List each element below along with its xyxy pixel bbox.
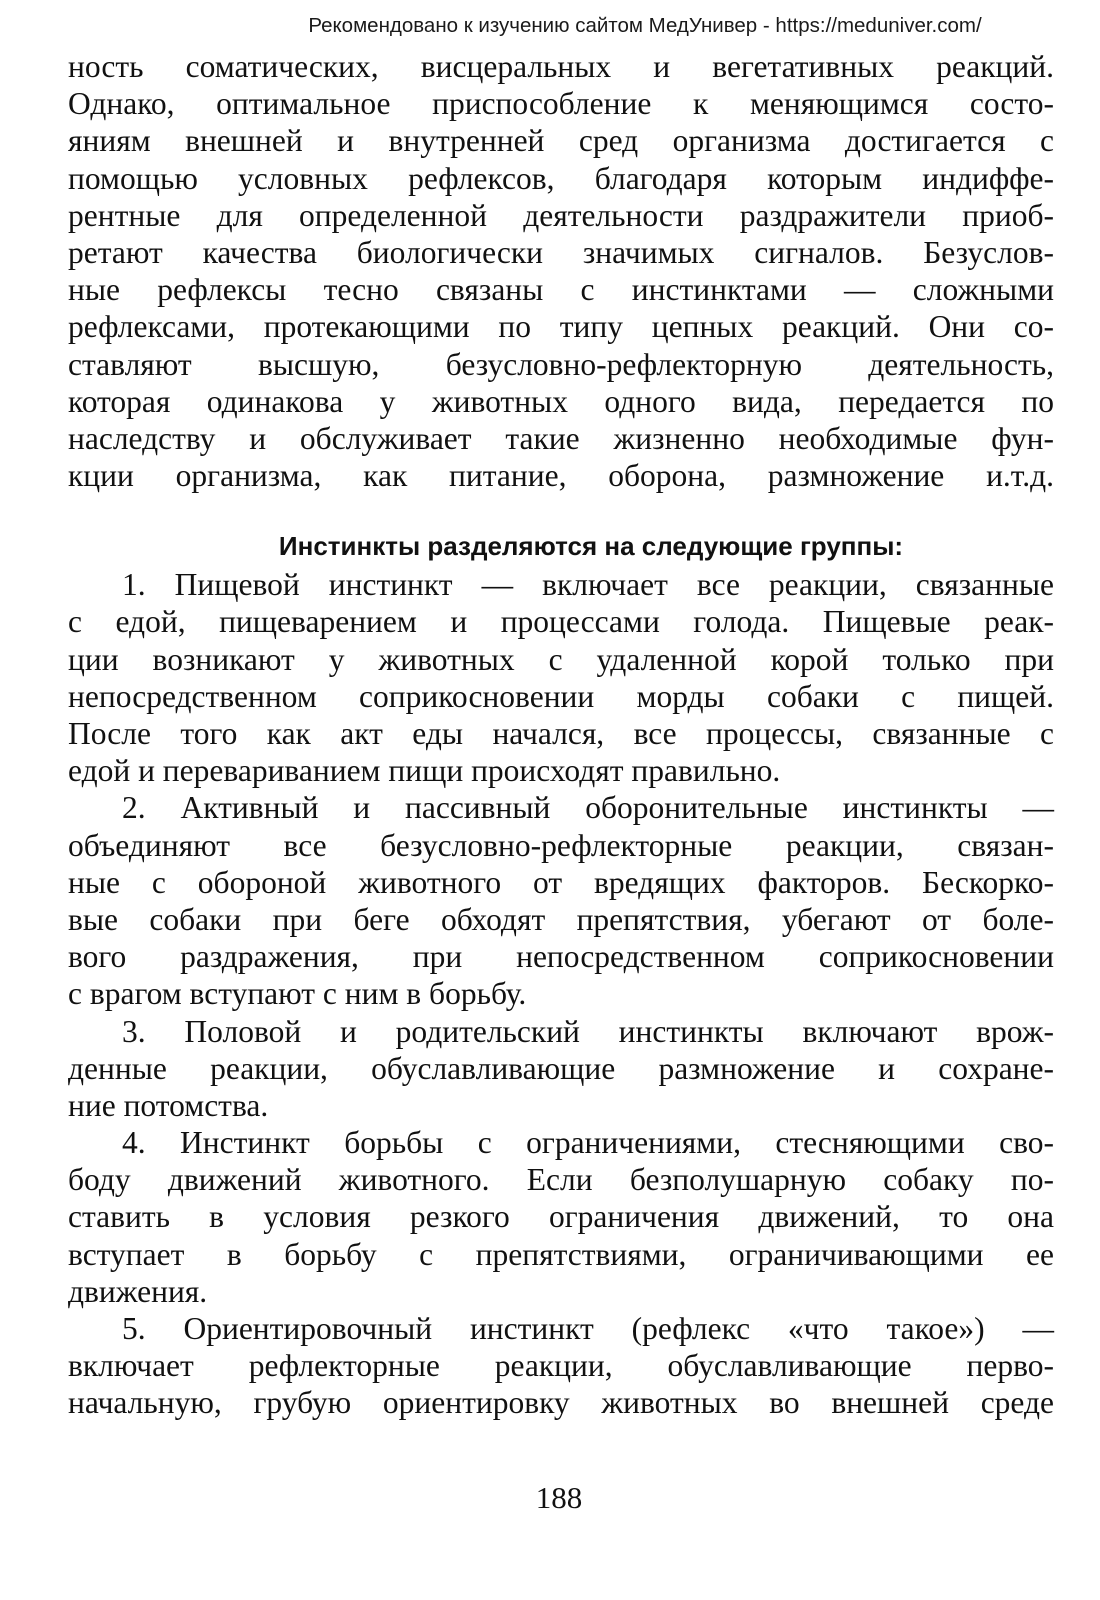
text-line: ставить в условия резкого ограничения движений, то она [68, 1199, 1054, 1235]
text-line: ретают качества биологически значимых сигналов. Безуслов- [68, 234, 1054, 270]
text-line: ставляют высшую, безусловно-рефлекторную деятельность, [68, 346, 1054, 382]
text-line: ность соматических, висцеральных и вегетативных реакций. [68, 49, 1054, 84]
text-line: 1. Пищевой инстинкт — включает все реакции, связанные [122, 567, 1054, 603]
text-line: едой и перевариванием пищи происходят правильно. [68, 753, 781, 789]
text-line: движения. [68, 1273, 208, 1309]
text-line: После того как акт еды начался, все процессы, связанные с [68, 716, 1054, 751]
text-line: боду движений животного. Если безполушарную собаку по- [68, 1162, 1054, 1198]
text-line: объединяют все безусловно-рефлекторные реакции, связан- [68, 827, 1054, 863]
text-line: ные с обороной животного от вредящих факторов. Бескорко- [68, 864, 1054, 900]
text-line: 2. Активный и пассивный оборонительные инстинкты — [122, 790, 1054, 826]
text-line: 3. Половой и родительский инстинкты включают врож- [122, 1013, 1054, 1049]
section-heading: Инстинкты разделяются на следующие группы: [278, 531, 904, 562]
text-line: яниям внешней и внутренней сред организма достигается с [68, 123, 1054, 159]
text-line: рефлексами, протекающими по типу цепных реакций. Они со- [68, 309, 1054, 345]
intro-paragraph [68, 48, 1054, 494]
text-line: рентные для определенной деятельности раздражители приоб- [68, 197, 1054, 233]
text-line: ции возникают у животных с удаленной корой только при [68, 641, 1054, 677]
text-line: включает рефлекторные реакции, обуславливающие перво- [68, 1348, 1054, 1384]
text-line: вого раздражения, при непосредственном соприкосновении [68, 939, 1054, 975]
text-line: непосредственном соприкосновении морды собаки с пищей. [68, 678, 1054, 714]
list-item-food-instinct [68, 566, 1054, 789]
text-line: ные рефлексы тесно связаны с инстинктами — сложными [68, 272, 1054, 308]
page-body [68, 48, 1054, 1422]
text-line: ние потомства. [68, 1087, 269, 1123]
text-line: кции организма, как питание, оборона, размножение и.т.д. [68, 458, 1054, 494]
text-line: вые собаки при беге обходят препятствия, убегают от боле- [68, 901, 1054, 937]
text-line: 4. Инстинкт борьбы с ограничениями, стесняющими сво- [122, 1125, 1054, 1161]
watermark-banner: Рекомендовано к изучению сайтом МедУнивер - https://meduniver.com/ [308, 14, 982, 37]
list-item-sexual-parental-instinct [68, 1013, 1054, 1125]
text-line: с врагом вступают с ним в борьбу. [68, 976, 527, 1012]
page-number: 188 [535, 1480, 583, 1515]
list-item-freedom-instinct [68, 1124, 1054, 1310]
text-line: начальную, грубую ориентировку животных во внешней среде [68, 1385, 1054, 1421]
text-line: наследству и обслуживает такие жизненно необходимые фун- [68, 420, 1054, 456]
text-line: денные реакции, обуславливающие размножение и сохране- [68, 1050, 1054, 1086]
text-line: 5. Ориентировочный инстинкт (рефлекс «что такое») — [122, 1311, 1054, 1346]
text-line: вступает в борьбу с препятствиями, ограничивающими ее [68, 1236, 1054, 1272]
text-line: с едой, пищеварением и процессами голода. Пищевые реак- [68, 604, 1054, 640]
text-line: помощью условных рефлексов, благодаря которым индиффе- [68, 160, 1054, 196]
list-item-orienting-instinct [68, 1310, 1054, 1422]
text-line: Однако, оптимальное приспособление к меняющимся состо- [68, 86, 1054, 122]
text-line: которая одинакова у животных одного вида, передается по [68, 383, 1054, 419]
list-item-defensive-instinct [68, 789, 1054, 1012]
